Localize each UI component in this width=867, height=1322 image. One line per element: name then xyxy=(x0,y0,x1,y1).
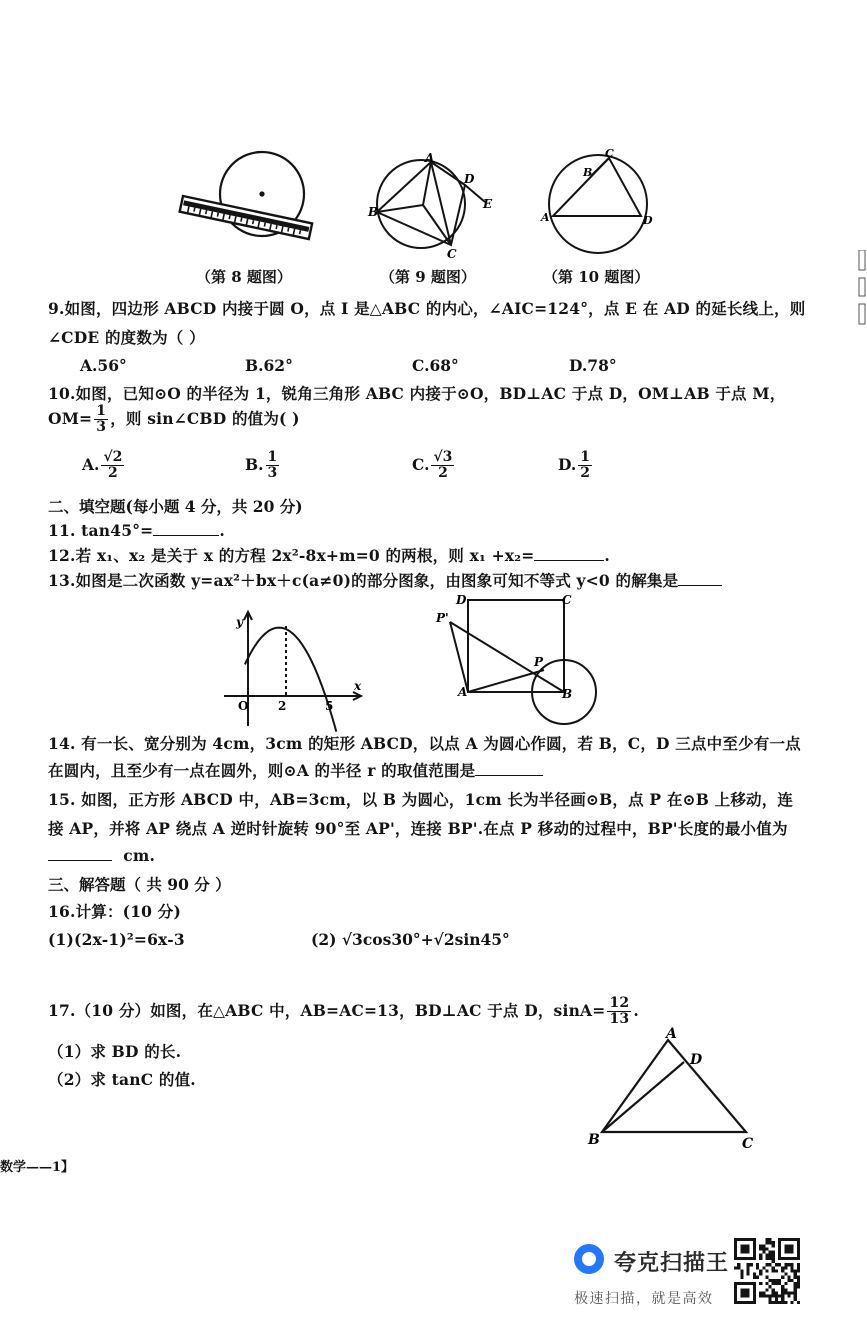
fig17-label-a: A xyxy=(666,1026,677,1042)
q10-om-prefix: OM= xyxy=(48,408,93,428)
q16-part1: (1)(2x-1)²=6x-3 xyxy=(48,930,185,949)
fig9-label-c: C xyxy=(447,247,457,260)
fig17-label-c: C xyxy=(742,1136,754,1152)
q10-line2-suffix: ，则 sin∠CBD 的值为( ) xyxy=(110,408,300,428)
q15-line2: 接 AP，并将 AP 绕点 A 逆时针旋转 90°至 AP'，连接 BP'.在点 P 移动的过程中，BP'长度的最小值为 xyxy=(48,819,788,838)
page-footer: 数学——1】 xyxy=(0,1160,75,1175)
q9-option-c: C.68° xyxy=(412,356,459,375)
figure-15 xyxy=(434,592,604,732)
fig10-label-b: B xyxy=(583,166,593,179)
q13: 13.如图是二次函数 y=ax²＋bx＋c(a≠0)的部分图象，由图象可知不等式 y<0 的解集是 xyxy=(48,569,722,591)
q17-text: 17.（10 分）如图，在△ABC 中，AB=AC=13，BD⊥AC 于点 D，sinA= $\frac{12}{13}$ . xyxy=(48,995,639,1028)
q15-line3: cm. xyxy=(48,846,155,865)
q17-sub2: （2）求 tanC 的值. xyxy=(48,1070,196,1089)
fig17-label-b: B xyxy=(588,1132,600,1148)
fig10-label-a: A xyxy=(541,211,550,224)
scanner-slogan: 极速扫描，就是高效 xyxy=(574,1291,714,1307)
fig15-label-d: D xyxy=(456,593,467,607)
q12: 12.若 x₁、x₂ 是关于 x 的方程 2x²-8x+m=0 的两根，则 x₁ +x₂= . xyxy=(48,546,611,565)
q9-line1: 9.如图，四边形 ABCD 内接于圆 O，点 I 是△ABC 的内心，∠AIC=124°，点 E 在 AD 的延长线上，则 xyxy=(48,299,806,318)
fig13-label-x: x xyxy=(354,679,362,693)
fig15-label-p2: P' xyxy=(436,611,449,625)
scanner-logo-icon xyxy=(574,1244,604,1274)
fig9-label-d: D xyxy=(464,172,475,186)
fig10-label-d: D xyxy=(643,214,653,227)
fig13-label-5: 5 xyxy=(325,699,334,713)
fig9-label-e: E xyxy=(483,197,493,211)
q10-option-d: D. $\frac{1}{2}$ xyxy=(558,449,591,482)
qr-code-icon xyxy=(734,1238,800,1304)
q10-option-b: B. $\frac{1}{3}$ xyxy=(245,449,278,482)
q10-option-c: C. $\frac{√3}{2}$ xyxy=(412,449,453,482)
scanner-brand-name: 夸克扫描王 xyxy=(614,1251,730,1276)
q17-sub1: （1）求 BD 的长. xyxy=(48,1042,182,1061)
figure-17 xyxy=(582,1026,762,1152)
fig13-label-y: y xyxy=(236,615,243,629)
q16-title: 16.计算：(10 分) xyxy=(48,902,181,921)
q14-line1: 14. 有一长、宽分别为 4cm，3cm 的矩形 ABCD，以点 A 为圆心作圆，若 B，C，D 三点中至少有一点 xyxy=(48,734,801,753)
q10-option-a: A. $\frac{√2}{2}$ xyxy=(82,449,123,482)
q11: 11. tan45°= . xyxy=(48,521,225,540)
q9-option-b: B.62° xyxy=(245,356,293,375)
figure-13 xyxy=(222,606,367,732)
figure-8 xyxy=(175,150,320,260)
q14-line2: 在圆内，且至少有一点在圆外，则⊙A 的半径 r 的取值范围是 xyxy=(48,759,543,781)
fig9-label-a: A xyxy=(425,151,435,165)
fig13-label-2: 2 xyxy=(278,699,287,713)
section-answer: 三、解答题（ 共 90 分 ） xyxy=(48,875,231,894)
q10-om-fraction: $\frac{1}{3}$ xyxy=(96,403,107,436)
caption-fig8: （第 8 题图） xyxy=(196,268,292,286)
caption-fig9: （第 9 题图） xyxy=(380,268,476,286)
q15-line1: 15. 如图，正方形 ABCD 中，AB=3cm，以 B 为圆心，1cm 长为半径画⊙B，点 P 在⊙B 上移动，连 xyxy=(48,790,794,809)
fig10-label-c: C xyxy=(605,148,614,160)
fig9-label-b: B xyxy=(368,205,379,219)
q16-part2: (2) √3cos30°+√2sin45° xyxy=(311,930,510,949)
fig15-label-p: P xyxy=(534,655,544,669)
caption-fig10: （第 10 题图） xyxy=(543,268,650,286)
figure-10 xyxy=(535,148,665,258)
q10-line1: 10.如图，已知⊙O 的半径为 1，锐角三角形 ABC 内接于⊙O，BD⊥AC 于点 D，OM⊥AB 于点 M， xyxy=(48,384,786,403)
figure-9 xyxy=(365,150,505,260)
q9-option-d: D.78° xyxy=(569,356,617,375)
q9-line2: ∠CDE 的度数为（ ） xyxy=(48,328,205,347)
edge-scan-mark xyxy=(858,250,866,340)
q9-option-a: A.56° xyxy=(80,356,127,375)
fig15-label-b: B xyxy=(562,687,573,701)
fig17-label-d: D xyxy=(690,1052,703,1068)
fig15-label-c: C xyxy=(562,593,572,607)
q10-line2 xyxy=(48,404,300,436)
fig15-label-a: A xyxy=(458,685,468,699)
scanner-watermark xyxy=(574,1240,867,1320)
fig13-label-o: O xyxy=(238,699,249,713)
section-fill-in: 二、填空题(每小题 4 分，共 20 分) xyxy=(48,497,303,516)
